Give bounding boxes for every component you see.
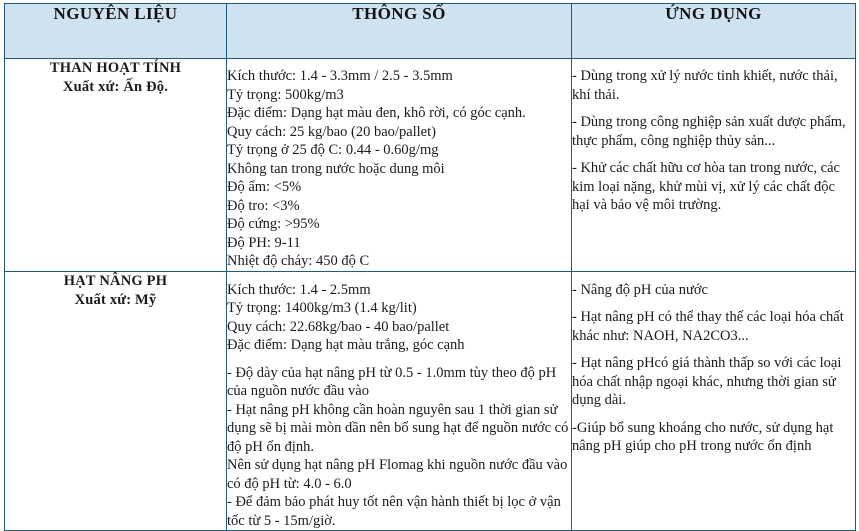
spec-line: Kích thước: 1.4 - 2.5mm bbox=[227, 281, 371, 298]
spec-line: Không tan trong nước hoặc dung môi bbox=[227, 160, 445, 177]
use-line: - Hạt nâng pHcó giá thành thấp so với các loại hóa chất nhập ngoại khác, nhưng thời gian sử dụng dài. bbox=[572, 355, 846, 408]
spacer bbox=[572, 410, 855, 419]
table-header bbox=[5, 4, 856, 59]
spec-line: Nhiệt độ cháy: 450 độ C bbox=[227, 253, 370, 269]
header-row bbox=[5, 4, 856, 59]
spec-line: Độ PH: 9-11 bbox=[227, 234, 301, 251]
table-body bbox=[5, 59, 856, 531]
use-line: - Khử các chất hữu cơ hòa tan trong nước, các kim loại nặng, khử mùi vị, xử lý các chất độc hại và bảo vệ môi trường. bbox=[572, 160, 844, 213]
spacer bbox=[572, 104, 855, 113]
material-name: HẠT NÂNG PH bbox=[63, 272, 168, 289]
material-name-cell bbox=[5, 271, 227, 531]
column-header-applications bbox=[572, 4, 856, 59]
spacer bbox=[572, 299, 855, 308]
table-row bbox=[5, 59, 856, 272]
material-uses-cell bbox=[572, 59, 856, 272]
use-line: -Giúp bổ sung khoáng cho nước, sử dụng hạt nâng pH giúp cho pH trong nước ổn định bbox=[572, 419, 838, 454]
use-line: - Dùng trong xử lý nước tinh khiết, nước thải, khí thải. bbox=[572, 68, 842, 103]
spacer bbox=[572, 345, 855, 354]
use-line: - Nâng độ pH của nước bbox=[572, 281, 708, 298]
column-header-specs bbox=[227, 4, 572, 59]
spec-line: Quy cách: 25 kg/bao (20 bao/pallet) bbox=[227, 123, 436, 140]
use-line: - Hạt nâng pH có thể thay thế các loại hóa chất khác như: NAOH, NA2CO3... bbox=[572, 309, 848, 344]
column-header-specs-label: THÔNG SỐ bbox=[352, 4, 446, 23]
material-specs-cell bbox=[227, 271, 572, 531]
material-name-cell bbox=[5, 59, 227, 272]
material-uses-cell bbox=[572, 271, 856, 531]
materials-table bbox=[4, 3, 856, 531]
spec-line: Đặc điểm: Dạng hạt màu đen, khô rời, có góc cạnh. bbox=[227, 105, 526, 121]
spec-line: Độ ẩm: <5% bbox=[227, 179, 302, 195]
spec-line: Đặc điểm: Dạng hạt màu trắng, góc cạnh bbox=[227, 337, 465, 353]
spec-line: Tỷ trọng: 500kg/m3 bbox=[227, 86, 344, 103]
spacer bbox=[572, 150, 855, 159]
spec-line: Độ tro: <3% bbox=[227, 197, 300, 214]
material-origin: Xuất xứ: Mỹ bbox=[74, 291, 157, 308]
column-header-material-label: NGUYÊN LIỆU bbox=[53, 4, 178, 23]
material-name: THAN HOẠT TÍNH bbox=[49, 60, 182, 76]
column-header-applications-label: ỨNG DỤNG bbox=[665, 4, 762, 23]
spec-line: - Để đảm bảo phát huy tốt nên vận hành thiết bị lọc ở vận tốc từ 5 - 15m/giờ. bbox=[227, 494, 565, 529]
material-specs-cell bbox=[227, 59, 572, 272]
spec-line: Tỷ trọng ở 25 độ C: 0.44 - 0.60g/mg bbox=[227, 142, 439, 158]
spec-line: - Hạt nâng pH không cần hoàn nguyên sau 1 thời gian sử dụng sẽ bị mài mòn dần nên bổ sung hạt để nguồn nước có độ pH ổn định. bbox=[227, 401, 572, 455]
use-line: - Dùng trong công nghiệp sản xuất dược phẩm, thực phẩm, công nghiệp thủy sản... bbox=[572, 114, 850, 149]
spacer bbox=[227, 355, 571, 364]
spec-line: Quy cách: 22.68kg/bao - 40 bao/pallet bbox=[227, 318, 450, 335]
material-origin: Xuất xứ: Ấn Độ. bbox=[62, 79, 169, 95]
spec-line: Nên sử dụng hạt nâng pH Flomag khi nguồn nước đầu vào có độ pH từ: 4.0 - 6.0 bbox=[227, 457, 571, 492]
table-row bbox=[5, 271, 856, 531]
spec-line: - Độ dày của hạt nâng pH từ 0.5 - 1.0mm tùy theo độ pH của nguồn nước đầu vào bbox=[227, 364, 560, 399]
spec-line: Tỷ trọng: 1400kg/m3 (1.4 kg/lit) bbox=[227, 300, 417, 316]
spec-line: Kích thước: 1.4 - 3.3mm / 2.5 - 3.5mm bbox=[227, 68, 453, 84]
column-header-material bbox=[5, 4, 227, 59]
spec-line: Độ cứng: >95% bbox=[227, 216, 320, 232]
